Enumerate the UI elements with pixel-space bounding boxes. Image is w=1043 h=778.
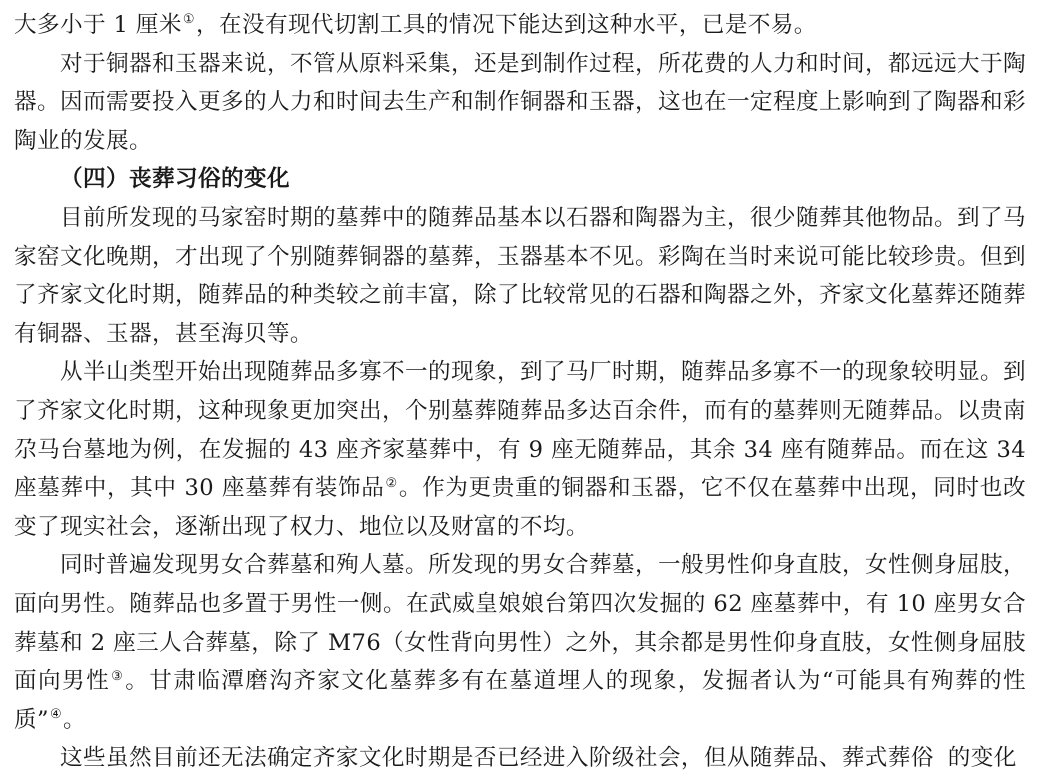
- paragraph-burial-goods: [14, 199, 1026, 353]
- paragraph-bronze-jade: [14, 45, 1026, 161]
- paragraph-text: 。: [63, 706, 87, 733]
- footnote-marker[interactable]: ①: [182, 12, 195, 28]
- paragraph-text: 同时普遍发现男女合葬墓和殉人墓。所发现的男女合葬墓，一般男性仰身直肢，女性侧身屈肢，面向男性。随葬品也多置于男性一侧。在武威皇娘娘台第四次发掘的 62 座墓葬中，有 10 座男女合葬墓和 2 座三人合葬墓，除了 M76（女性背向男性）之外，其余都是男性仰身直肢，女性侧身屈肢面向男性: [14, 552, 1026, 695]
- document-page: [14, 6, 1026, 778]
- paragraph-conclusion: [14, 739, 1026, 778]
- paragraph-inequality: [14, 353, 1026, 546]
- paragraph-text: 这些虽然目前还无法确定齐家文化时期是否已经进入阶级社会，但从随葬品、葬式葬俗: [60, 745, 934, 772]
- paragraph-continuation: [14, 6, 1026, 45]
- section-heading: （四）丧葬习俗的变化: [60, 166, 290, 193]
- footnote-marker[interactable]: ③: [111, 668, 125, 684]
- paragraph-text: 对于铜器和玉器来说，不管从原料采集，还是到制作过程，所花费的人力和时间，都远远大于陶器。因而需要投入更多的人力和时间去生产和制作铜器和玉器，这也在一定程度上影响到了陶器和彩陶业的发展。: [14, 50, 1026, 154]
- paragraph-text: 的变化: [947, 745, 1017, 772]
- footnote-marker[interactable]: ②: [385, 475, 398, 491]
- paragraph-joint-burials: [14, 546, 1026, 739]
- paragraph-text: 从半山类型开始出现随葬品多寡不一的现象，到了马厂时期，随葬品多寡不一的现象较明显。到了齐家文化时期，这种现象更加突出，个别墓葬随葬品多达百余件，而有的墓葬则无随葬品。以贵南尕马台墓地为例，在发掘的 43 座齐家墓葬中，有 9 座无随葬品，其余 34 座有随葬品。而在这 34 座墓葬中，其中 30 座墓葬有装饰品: [14, 359, 1026, 502]
- footnote-marker[interactable]: ④: [49, 707, 63, 723]
- paragraph-text: 。甘肃临潭磨沟齐家文化墓葬多有在墓道埋人的现象，发掘者认为“可能具有殉葬的性质”: [14, 668, 1026, 733]
- paragraph-text: 目前所发现的马家窑时期的墓葬中的随葬品基本以石器和陶器为主，很少随葬其他物品。到了马家窑文化晚期，才出现了个别随葬铜器的墓葬，玉器基本不见。彩陶在当时来说可能比较珍贵。但到了齐家文化时期，随葬品的种类较之前丰富，除了比较常见的石器和陶器之外，齐家文化墓葬还随葬有铜器、玉器，甚至海贝等。: [14, 204, 1026, 347]
- paragraph-text: ，在没有现代切割工具的情况下能达到这种水平，已是不易。: [195, 12, 817, 38]
- paragraph-text: 。作为更贵重的铜器和玉器，它不仅在墓葬中出现，同时也改变了现实社会，逐渐出现了权力、地位以及财富的不均。: [14, 475, 1026, 540]
- paragraph-text: 大多小于 1 厘米: [14, 12, 182, 38]
